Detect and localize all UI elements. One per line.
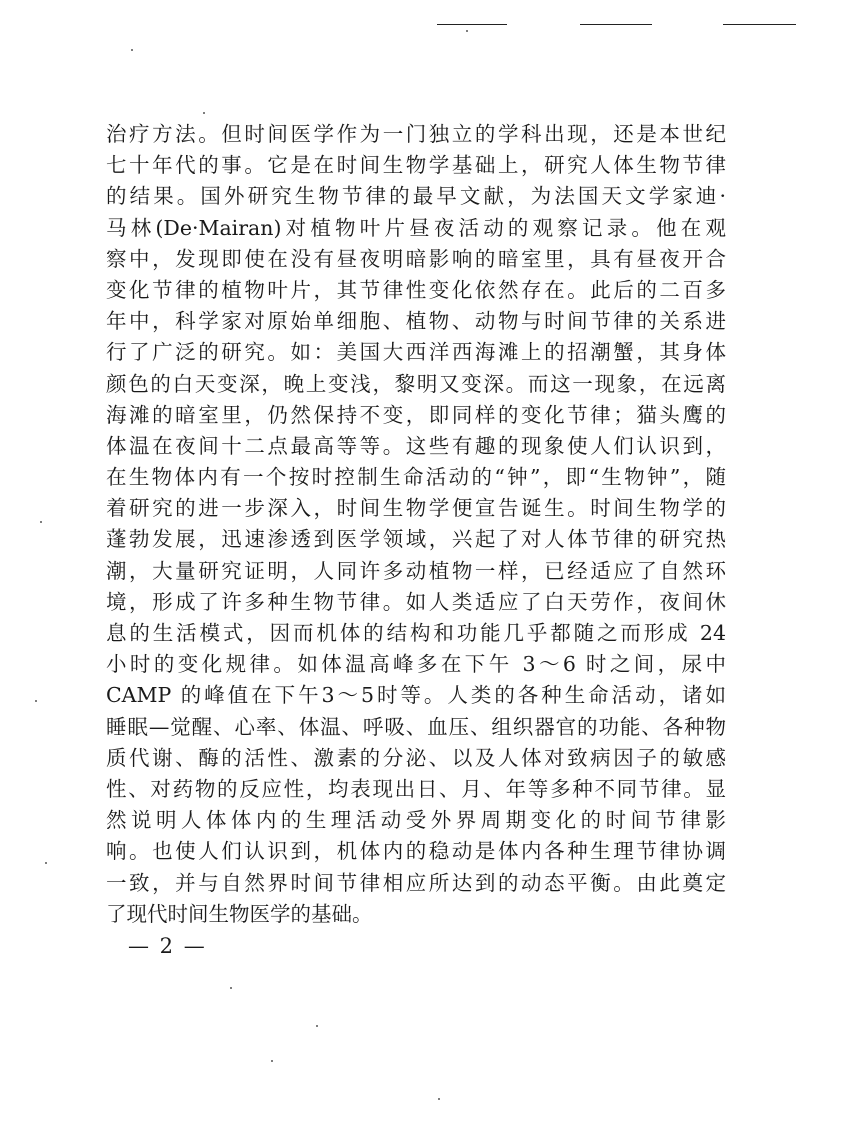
text-line: 蓬勃发展，迅速渗透到医学领域，兴起了对人体节律的研究热	[106, 527, 726, 552]
text-line: 变化节律的植物叶片，其节律性变化依然存在。此后的二百多	[106, 277, 726, 302]
scan-speck	[271, 1060, 273, 1062]
scan-speck	[466, 30, 468, 32]
text-line: 体温在夜间十二点最高等等。这些有趣的现象使人们认识到，	[106, 433, 726, 458]
text-line: 行了广泛的研究。如：美国大西洋西海滩上的招潮蟹，其身体	[106, 340, 726, 365]
text-line: 的结果。国外研究生物节律的最早文献，为法国天文学家迪·	[106, 184, 726, 209]
scan-speck	[316, 1025, 318, 1027]
scan-speck	[203, 112, 205, 114]
text-line: 在生物体内有一个按时控制生命活动的“钟”，即“生物钟”，随	[106, 465, 726, 490]
text-line: 睡眠—觉醒、心率、体温、呼吸、血压、组织器官的功能、各种物	[106, 714, 726, 739]
scan-speck	[35, 700, 37, 702]
text-line: 质代谢、酶的活性、激素的分泌、以及人体对致病因子的敏感	[106, 745, 726, 770]
text-line: 境，形成了许多种生物节律。如人类适应了白天劳作，夜间休	[106, 589, 726, 614]
text-line: 治疗方法。但时间医学作为一门独立的学科出现，还是本世纪	[106, 122, 726, 146]
text-line: 马林(De·Mairan)对植物叶片昼夜活动的观察记录。他在观	[106, 215, 726, 240]
header-rule-3	[723, 24, 796, 25]
text-line: 小时的变化规律。如体温高峰多在下午 3～6 时之间，尿中	[106, 652, 726, 677]
scan-speck	[230, 987, 232, 989]
text-line: 七十年代的事。它是在时间生物学基础上，研究人体生物节律	[106, 153, 726, 178]
text-line: 年中，科学家对原始单细胞、植物、动物与时间节律的关系进	[106, 309, 726, 334]
scan-speck	[131, 49, 133, 51]
header-rule-2	[580, 24, 652, 25]
text-line: CAMP 的峰值在下午3～5时等。人类的各种生命活动，诸如	[106, 683, 726, 708]
text-line: 着研究的进一步深入，时间生物学便宣告诞生。时间生物学的	[106, 496, 726, 521]
text-line: 了现代时间生物医学的基础。	[106, 901, 373, 926]
text-line: 察中，发现即使在没有昼夜明暗影响的暗室里，具有昼夜开合	[106, 246, 726, 271]
body-text	[106, 119, 726, 930]
text-line: 颜色的白天变深，晚上变浅，黎明又变深。而这一现象，在远离	[106, 371, 726, 396]
text-line: 一致，并与自然界时间节律相应所达到的动态平衡。由此奠定	[106, 870, 726, 895]
scan-speck	[45, 862, 47, 864]
text-line: 性、对药物的反应性，均表现出日、月、年等多种不同节律。显	[106, 776, 726, 801]
text-line: 然说明人体体内的生理活动受外界周期变化的时间节律影	[106, 808, 726, 833]
page-number: — 2 —	[128, 934, 207, 958]
text-line: 息的生活模式，因而机体的结构和功能几乎都随之而形成 24	[106, 621, 726, 645]
text-line: 海滩的暗室里，仍然保持不变，即同样的变化节律；猫头鹰的	[106, 402, 726, 427]
text-line: 潮，大量研究证明，人同许多动植物一样，已经适应了自然环	[106, 558, 726, 583]
scan-speck	[40, 521, 42, 523]
text-line: 响。也使人们认识到，机体内的稳动是体内各种生理节律协调	[106, 839, 726, 864]
header-rule-1	[437, 24, 507, 25]
scan-speck	[438, 1098, 440, 1100]
